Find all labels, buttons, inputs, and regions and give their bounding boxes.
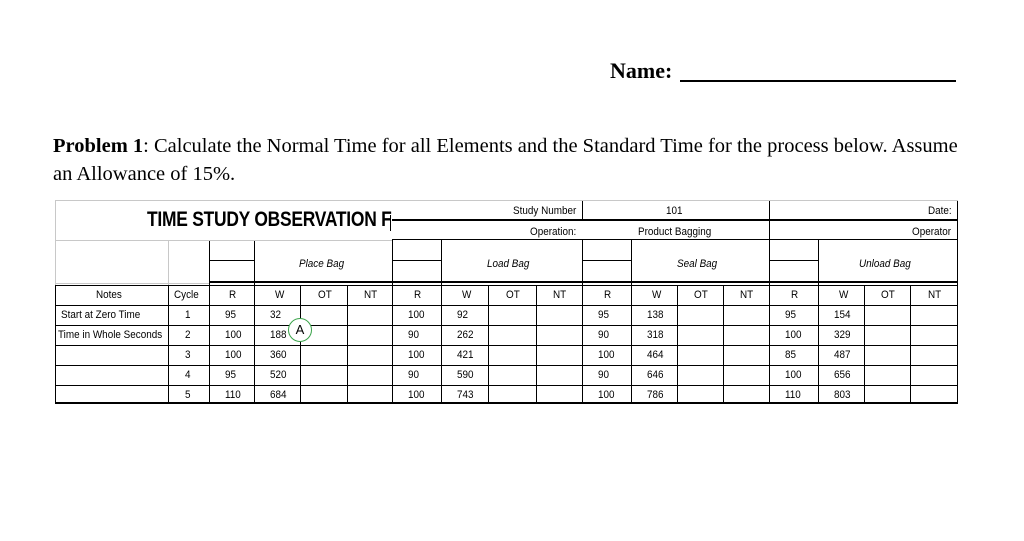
element-place-bag: Place Bag — [299, 258, 345, 270]
notes-band-bottom — [55, 283, 209, 284]
watch-time-value: 188 — [270, 329, 287, 341]
element-load-bag: Load Bag — [487, 258, 530, 270]
rating-value: 90 — [598, 369, 610, 381]
element-seal-bag: Seal Bag — [677, 258, 718, 270]
cycle-number: 5 — [185, 389, 191, 401]
watch-time-value: 32 — [270, 309, 282, 321]
cycle-number: 3 — [185, 349, 191, 361]
watch-time-value: 803 — [834, 389, 851, 401]
operation-label: Operation: — [530, 226, 577, 238]
grid-row-line-4 — [55, 365, 958, 366]
element-unload-bag: Unload Bag — [859, 258, 911, 270]
grid-row-line-0 — [55, 285, 958, 286]
rating-value: 100 — [785, 329, 802, 341]
col-cycle-header: Cycle — [174, 289, 199, 301]
problem-text: : Calculate the Normal Time for all Elements and the Standard Time for the process below. Assume an Allowance of 15%. — [53, 135, 958, 185]
header-rule-2-left — [55, 240, 392, 241]
sub-header-nt: NT — [928, 289, 942, 301]
sub-header-r: R — [791, 289, 799, 301]
watch-time-value: 684 — [270, 389, 287, 401]
watch-time-value: 464 — [647, 349, 664, 361]
place-bag-tick — [209, 260, 254, 261]
sub-header-ot: OT — [318, 289, 332, 301]
seal-bag-tick — [582, 260, 631, 261]
date-label: Date: — [928, 205, 952, 217]
rating-value: 100 — [408, 349, 425, 361]
sheet-title: TIME STUDY OBSERVATION F — [147, 208, 392, 231]
sheet-border-right — [957, 200, 958, 403]
rating-value: 100 — [408, 309, 425, 321]
element-band-bottom — [209, 281, 958, 283]
band-gray-div — [168, 240, 169, 285]
study-number-value: 101 — [666, 205, 683, 217]
watch-time-value: 138 — [647, 309, 664, 321]
element-band-div-1 — [254, 240, 255, 285]
rating-value: 100 — [225, 349, 242, 361]
sheet-border-top — [55, 200, 958, 201]
cycle-number: 4 — [185, 369, 191, 381]
header-rule-2 — [392, 239, 958, 240]
col-notes-header: Notes — [96, 289, 122, 301]
sub-header-nt: NT — [364, 289, 378, 301]
operator-label: Operator — [912, 226, 952, 238]
element-band-div-0 — [209, 240, 210, 285]
header-div-a — [582, 200, 583, 220]
rating-value: 90 — [598, 329, 610, 341]
watch-time-value: 590 — [457, 369, 474, 381]
watch-time-value: 646 — [647, 369, 664, 381]
grid-row-line-3 — [55, 345, 958, 346]
grid-bottom — [55, 402, 958, 404]
sub-header-r: R — [604, 289, 612, 301]
watch-time-value: 743 — [457, 389, 474, 401]
watch-time-value: 520 — [270, 369, 287, 381]
watch-time-value: 154 — [834, 309, 851, 321]
watch-time-value: 487 — [834, 349, 851, 361]
study-number-label: Study Number — [513, 205, 577, 217]
element-band-div-7 — [818, 240, 819, 285]
watch-time-value: 360 — [270, 349, 287, 361]
sub-header-nt: NT — [740, 289, 754, 301]
watch-time-value: 92 — [457, 309, 469, 321]
rating-value: 85 — [785, 349, 797, 361]
grid-row-line-5 — [55, 385, 958, 386]
sub-header-w: W — [652, 289, 662, 301]
sub-header-r: R — [414, 289, 422, 301]
problem-number: Problem 1 — [53, 135, 144, 157]
rating-value: 95 — [225, 369, 237, 381]
row-note: Start at Zero Time — [61, 309, 141, 321]
sub-header-w: W — [275, 289, 285, 301]
element-band-div-2 — [392, 240, 393, 285]
sub-header-nt: NT — [553, 289, 567, 301]
rating-value: 95 — [225, 309, 237, 321]
operation-value: Product Bagging — [638, 226, 712, 238]
rating-value: 100 — [225, 329, 242, 341]
grid-row-line-2 — [55, 325, 958, 326]
sub-header-ot: OT — [694, 289, 708, 301]
header-rule-1 — [392, 219, 958, 221]
watch-time-value: 262 — [457, 329, 474, 341]
annotation-marker: A — [288, 318, 312, 342]
cycle-number: 1 — [185, 309, 191, 321]
load-bag-tick — [392, 260, 441, 261]
rating-value: 110 — [225, 389, 241, 401]
watch-time-value: 329 — [834, 329, 851, 341]
watch-time-value: 421 — [457, 349, 474, 361]
element-band-div-6 — [769, 240, 770, 285]
rating-value: 95 — [785, 309, 797, 321]
unload-bag-tick — [769, 260, 818, 261]
sheet-border-left — [55, 200, 56, 285]
rating-value: 90 — [408, 369, 420, 381]
rating-value: 110 — [785, 389, 801, 401]
watch-time-value: 786 — [647, 389, 664, 401]
sub-header-w: W — [839, 289, 849, 301]
element-band-div-4 — [582, 240, 583, 285]
rating-value: 100 — [408, 389, 425, 401]
watch-time-value: 656 — [834, 369, 851, 381]
rating-value: 100 — [598, 349, 615, 361]
sub-header-ot: OT — [506, 289, 520, 301]
cycle-number: 2 — [185, 329, 191, 341]
sub-header-w: W — [462, 289, 472, 301]
rating-value: 100 — [598, 389, 615, 401]
grid-row-line-1 — [55, 305, 958, 306]
sub-header-ot: OT — [881, 289, 895, 301]
row-note: Time in Whole Seconds — [58, 329, 163, 341]
element-band-div-3 — [441, 240, 442, 285]
rating-value: 100 — [785, 369, 802, 381]
rating-value: 95 — [598, 309, 610, 321]
element-band-div-5 — [631, 240, 632, 285]
watch-time-value: 318 — [647, 329, 664, 341]
sub-header-r: R — [229, 289, 237, 301]
rating-value: 90 — [408, 329, 420, 341]
name-label: Name: — [610, 58, 673, 83]
